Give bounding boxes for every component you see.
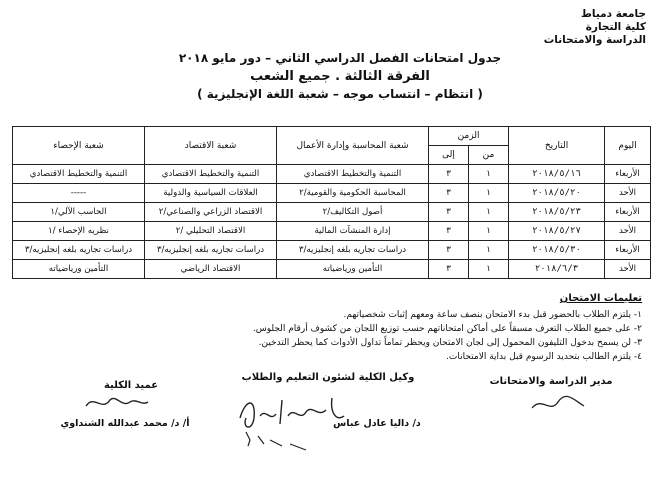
- main-title: جدول امتحانات الفصل الدراسي الثاني – دور مايو ٢٠١٨: [178, 51, 502, 65]
- table-row: [13, 203, 651, 222]
- dean-title: عميد الكلية: [103, 380, 159, 391]
- instruction-item: ١- يلتزم الطلاب بالحضور قبل بدء الامتحان بنصف ساعة ومعهم إثبات شخصياتهم.: [343, 310, 642, 320]
- cell-economics: الاقتصاد التحليلي /٢: [145, 222, 277, 241]
- header-statistics: شعبة الإحصاء: [13, 127, 145, 165]
- table-row: [13, 184, 651, 203]
- vice-dean-title: وكيل الكلية لشئون التعليم والطلاب: [241, 372, 415, 383]
- cell-economics: دراسات تجاريه بلغه إنجليزيه/٣: [145, 241, 277, 260]
- cell-statistics: الحاسب الآلي/١: [13, 203, 145, 222]
- cell-date: ٢٠١٨/٥/٢٠: [509, 184, 605, 203]
- cell-from: ١: [469, 203, 509, 222]
- instruction-item: ٤- يلتزم الطالب بتحديد الرسوم قبل بداية الامتحانات.: [446, 352, 642, 362]
- cell-economics: التنمية والتخطيط الاقتصادي: [145, 165, 277, 184]
- cell-economics: الاقتصاد الرياضي: [145, 260, 277, 279]
- header-accounting: شعبة المحاسبة وإدارة الأعمال: [277, 127, 429, 165]
- cell-date: ٢٠١٨/٦/٣: [509, 260, 605, 279]
- cell-from: ١: [469, 222, 509, 241]
- cell-accounting: المحاسبة الحكومية والقومية/٢: [277, 184, 429, 203]
- table-row: [13, 260, 651, 279]
- cell-statistics: التنمية والتخطيط الاقتصادي: [13, 165, 145, 184]
- cell-day: الأربعاء: [605, 165, 651, 184]
- director-title: مدير الدراسة والامتحانات: [489, 376, 613, 387]
- table-row: [13, 241, 651, 260]
- cell-statistics: التأمين ورياضياته: [13, 260, 145, 279]
- department-name: الدراسة والامتحانات: [543, 34, 646, 46]
- cell-statistics: نظريه الإحصاء /١: [13, 222, 145, 241]
- cell-day: الأحد: [605, 184, 651, 203]
- cell-to: ٣: [429, 222, 469, 241]
- table-row: [13, 222, 651, 241]
- cell-from: ١: [469, 165, 509, 184]
- header-economics: شعبة الاقتصاد: [145, 127, 277, 165]
- table-row: [13, 165, 651, 184]
- header-to: إلى: [429, 146, 469, 165]
- cell-accounting: دراسات تجاريه بلغه إنجليزيه/٣: [277, 241, 429, 260]
- faculty-name: كلية التجارة: [585, 21, 646, 33]
- cell-statistics: دراسات تجاريه بلغه إنجليزيه/٣: [13, 241, 145, 260]
- dean-signature-block: [76, 380, 186, 391]
- header-date: التاريخ: [509, 127, 605, 165]
- vice-dean-signature-block: [228, 372, 428, 383]
- university-name: جامعة دمياط: [581, 8, 646, 20]
- cell-economics: الاقتصاد الزراعي والصناعي/٢: [145, 203, 277, 222]
- cell-day: الأحد: [605, 222, 651, 241]
- instruction-item: ٣- لن يسمح بدخول التليفون المحمول إلى لجان الامتحان ويحظر تماماً تداول الأدوات كما يحظر التدخين.: [258, 338, 642, 348]
- cell-to: ٣: [429, 165, 469, 184]
- programs-subtitle: ( انتظام – انتساب موجه – شعبة اللغة الإنجليزية ): [197, 87, 483, 101]
- cell-from: ١: [469, 241, 509, 260]
- exam-instructions: [22, 292, 642, 364]
- cell-accounting: أصول التكاليف/٢: [277, 203, 429, 222]
- cell-to: ٣: [429, 184, 469, 203]
- cell-date: ٢٠١٨/٥/١٦: [509, 165, 605, 184]
- header-day: اليوم: [605, 127, 651, 165]
- cell-day: الأربعاء: [605, 203, 651, 222]
- cell-to: ٣: [429, 260, 469, 279]
- cell-accounting: إدارة المنشآت المالية: [277, 222, 429, 241]
- institution-header: [506, 8, 646, 47]
- instructions-title: تعليمات الامتحان: [559, 293, 642, 304]
- cell-from: ١: [469, 260, 509, 279]
- dean-name-block: [40, 418, 210, 429]
- cell-to: ٣: [429, 203, 469, 222]
- cell-day: الأحد: [605, 260, 651, 279]
- header-from: من: [469, 146, 509, 165]
- year-title: الفرقة الثالثة . جميع الشعب: [250, 69, 430, 84]
- cell-economics: العلاقات السياسية والدولية: [145, 184, 277, 203]
- dean-signature-scribble: [82, 392, 152, 414]
- document-titles: [150, 50, 530, 103]
- director-signature-block: [466, 376, 636, 387]
- cell-accounting: التأمين ورياضياته: [277, 260, 429, 279]
- director-signature-scribble: [528, 392, 588, 416]
- cell-statistics: -----: [13, 184, 145, 203]
- table-header-row: [13, 127, 651, 146]
- vice-dean-name: د/ داليا عادل عباس: [333, 418, 421, 429]
- cell-date: ٢٠١٨/٥/٢٧: [509, 222, 605, 241]
- cell-date: ٢٠١٨/٥/٢٣: [509, 203, 605, 222]
- cell-day: الأربعاء: [605, 241, 651, 260]
- instruction-item: ٢- على جميع الطلاب التعرف مسبقاً على أماكن امتحاناتهم حسب توزيع اللجان من كشوف أرقام الجلوس.: [252, 324, 642, 334]
- cell-from: ١: [469, 184, 509, 203]
- dean-name: أ/ د/ محمد عبدالله الشنداوي: [60, 418, 190, 429]
- exam-schedule-table: [12, 126, 651, 279]
- cell-accounting: التنمية والتخطيط الاقتصادي: [277, 165, 429, 184]
- vice-dean-name-block: [302, 418, 452, 429]
- cell-date: ٢٠١٨/٥/٣٠: [509, 241, 605, 260]
- cell-to: ٣: [429, 241, 469, 260]
- header-time: الزمن: [429, 127, 509, 146]
